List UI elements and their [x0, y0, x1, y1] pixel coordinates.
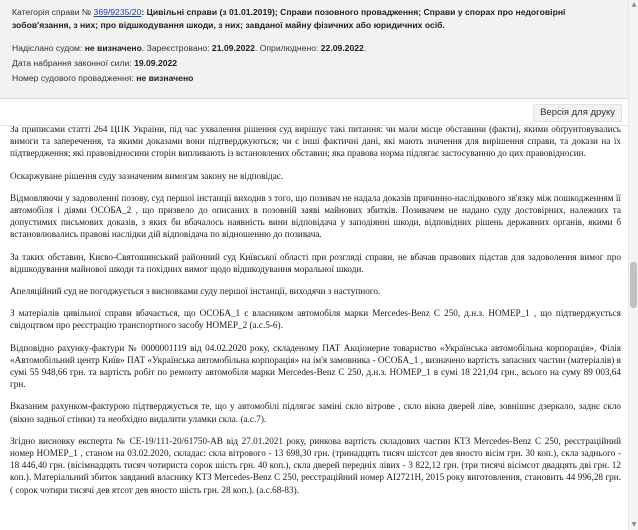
effective-date-row	[12, 57, 620, 70]
effective-value: 19.09.2022	[134, 58, 178, 68]
sent-label: Надіслано судом:	[12, 43, 83, 53]
case-category-row	[12, 6, 620, 32]
document-paragraph: За приписами статті 264 ЦПК України, під час ухвалення рішення суд вирішує такі питання: чи мали місце обставини (факти), якими обґрунтовувались вимоги та заперечення, та якими доказами вони підтверджуються; чи є інші фактичні дані, які мають значення для вирішення справи, та докази на їх підтвердження; які правовідносини сторін випливають із встановлених обставин; яка правова норма підлягає застосуванню до цих правовідносин.	[10, 126, 621, 159]
case-number-link[interactable]: 369/9235/20	[93, 7, 142, 17]
print-toolbar	[0, 99, 628, 126]
print-version-button[interactable]: Версія для друку	[533, 104, 622, 122]
case-info-panel	[0, 0, 628, 99]
proceeding-row	[12, 72, 620, 85]
proceeding-label: Номер судового провадження:	[12, 73, 134, 83]
court-decision-text	[10, 126, 621, 530]
vertical-scrollbar[interactable]	[628, 0, 638, 530]
sent-value: не визначено	[84, 43, 142, 53]
document-paragraph: Згідно висновку експерта № СЕ-19/111-20/61750-АВ від 27.01.2021 року, ринкова вартість складових частин КТЗ Mercedes-Benz C 250, реєстраційний номер НОМЕР_1 , станом на 03.02.2020, складає: скла вітрового - 13 698,30 грн. (тринадцять тисяч шістсот дев яносто вісім грн. 30 коп.), скла заднього - 18 446,40 грн. (вісімнадцять тисяч чотириста сорок шість грн. 40 коп.), скла дверей передніх лівих - 3 822,12 грн. (три тисячі вісімсот двадцять дві грн. 12 коп.). Матеріальний збиток завданий власнику КТЗ Mercedes-Benz C 250, реєстраційний номер АІ2721Н, 2015 року виготовлення, становить 44 996,28 грн. ( сорок чотири тисячі дев ятсот дев яносто шість грн. 28 коп.). (а.с.68-83).	[10, 435, 621, 495]
document-paragraph: З матеріалів цивільної справи вбачається, що ОСОБА_1 є власником автомобіля марки Mercedes-Benz C 250, д.н.з. НОМЕР_1 , що підтверджується свідоцтвом про реєстрацію транспортного засобу НОМЕР_2 (а.с.5-6).	[10, 308, 621, 331]
document-paragraph: Відмовляючи у задоволенні позову, суд першої інстанції виходив з того, що позивач не надала доказів причинно-наслідкового зв'язку між пошкодженням її автомобіля і діями ОСОБА_2 , що призвело до описаних в позовній заяві майнових збитків. Позивачем не надано суду достовірних, належних та допустимих письмових доказів, з яких би вбачалось наявність вини відповідача у заподіянні шкоди, відповідних рішень державних органів, якими б встановлювались правові наслідки дій відповідача по відношенню до позивача.	[10, 192, 621, 240]
document-paragraph: Вказаним рахунком-фактурою підтверджується те, що у автомобілі підлягає заміні скло вітрове , скло вікна дверей ліве, зовнішнє дзеркало, заднє скло (вікно задньої стінки) та необхідно видалити уламки скла. (а.с.7).	[10, 401, 621, 424]
case-dates-row: Надіслано судом: не визначено. Зареєстровано: 21.09.2022. Оприлюднено: 22.09.2022.	[12, 43, 367, 53]
case-category-text: : Цивільні справи (з 01.01.2019); Справи позовного провадження; Справи у спорах про недоговірні зобов'язання, з них; про відшкодування шкоди, з них; завданої майну фізичних або юридичних осіб.	[12, 7, 566, 30]
registered-label: Зареєстровано:	[146, 43, 210, 53]
proceeding-value: не визначено	[136, 73, 194, 83]
effective-label: Дата набрання законної сили:	[12, 58, 132, 68]
scrollbar-thumb[interactable]	[630, 262, 637, 308]
document-paragraph: Відповідно рахунку-фактури № 0000001119 від 04.02.2020 року, складеному ПАТ Акціонерне товариство «Українська автомобільна корпорація», Філія «Автомобільний центр Київ» ПАТ «Українська автомобільна корпорація» на ім'я замовника - ОСОБА_1 , визначено вартість запасних частин (матеріалів) в сумі 55 948,66 грн. та вартість робіт по ремонту автомобіля марки Mercedes-Benz C 250, д.н.з. НОМЕР_1 в сумі 18 221,04 грн., всього на суму 89 003,64 грн.	[10, 342, 621, 390]
document-paragraph: Апеляційний суд не погоджується з висновками суду першої інстанції, виходячи з наступного.	[10, 286, 381, 297]
document-paragraph: За таких обставин, Києво-Святошинський районний суд Київської області при розгляді справи, не вбачав правових підстав для задоволення вимог про відшкодування майнової шкоди та похідних вимог щодо відшкодування моральної шкоди.	[10, 251, 621, 274]
document-paragraph: Оскаржуване рішення суду зазначеним вимогам закону не відповідає.	[10, 170, 284, 181]
published-value: 22.09.2022	[320, 43, 364, 53]
case-category-label: Категорія справи №	[12, 7, 92, 17]
scroll-down-arrow-icon[interactable]: ▼	[631, 521, 637, 528]
registered-value: 21.09.2022	[211, 43, 255, 53]
scroll-up-arrow-icon[interactable]: ▲	[631, 1, 637, 8]
published-label: Оприлюднено:	[259, 43, 319, 53]
